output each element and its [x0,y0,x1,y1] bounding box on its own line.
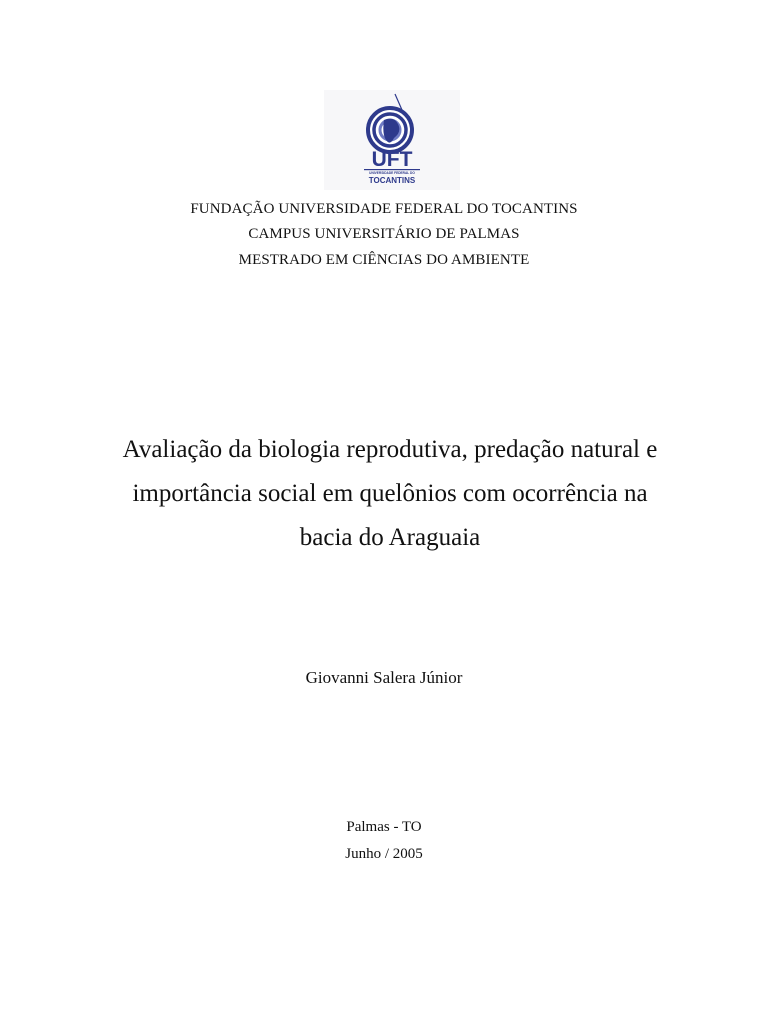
university-logo [324,90,460,190]
uft-lettering [324,90,460,190]
place: Palmas - TO [346,819,422,835]
logo-caption: TOCANTINS [368,176,416,185]
thesis-title-line: Avaliação da biologia reprodutiva, predação natural e [122,436,658,463]
logo-caption-small: UNIVERSIDADE FEDERAL DO [369,171,415,175]
institution-name: FUNDAÇÃO UNIVERSIDADE FEDERAL DO TOCANTINS [190,201,578,217]
thesis-title-line: bacia do Araguaia [299,524,481,551]
author-name: Giovanni Salera Júnior [305,668,463,687]
date: Junho / 2005 [345,846,423,862]
logo-text: UFT [371,148,413,171]
thesis-title [110,428,670,560]
thesis-title-line: importância social em quelônios com ocorrência na [132,480,648,507]
campus-name: CAMPUS UNIVERSITÁRIO DE PALMAS [248,226,520,242]
program-name: MESTRADO EM CIÊNCIAS DO AMBIENTE [238,252,530,268]
